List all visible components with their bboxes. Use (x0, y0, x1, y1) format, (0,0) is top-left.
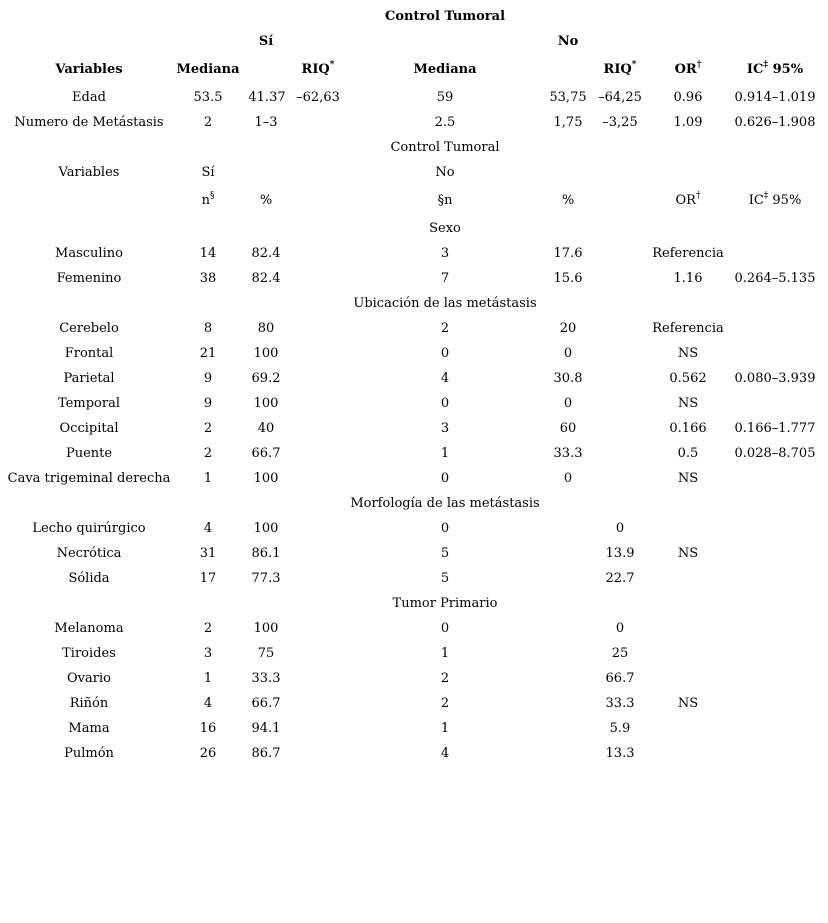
cell-or: 0.166 (669, 421, 707, 436)
cell-label: Sólida (68, 571, 110, 586)
cell-label: Mama (68, 721, 110, 736)
cell-n-no: 3 (440, 421, 450, 436)
row-label: Numero de Metástasis (14, 115, 164, 130)
cell-n-no: 4 (440, 371, 450, 386)
cell-pct-si: 80 (257, 321, 275, 336)
cell-pct-si: 100 (253, 346, 279, 361)
cell-n-no: 0 (440, 346, 450, 361)
cell-label: Femenino (56, 271, 122, 286)
cell-n-si: 14 (199, 246, 217, 261)
cell-ic: 0.028–8.705 (734, 446, 816, 461)
cell-or: NS (677, 546, 699, 561)
cell-n-si: 31 (199, 546, 217, 561)
cell-pct-si: 94.1 (251, 721, 281, 736)
cell-ic: 0.166–1.777 (734, 421, 816, 436)
section-title: Ubicación de las metástasis (353, 296, 537, 311)
cell-n-no: 0 (440, 471, 450, 486)
cell-or: Referencia (652, 246, 724, 261)
cell-n-si: 2 (203, 621, 213, 636)
si-riq-high: –62,63 (296, 90, 340, 105)
cell-pct-no-r: 33.3 (605, 696, 635, 711)
cell-n-si: 4 (203, 696, 213, 711)
cell-or: NS (677, 696, 699, 711)
cell-label: Cava trigeminal derecha (7, 471, 171, 486)
cell-n-si: 1 (203, 671, 213, 686)
cell-label: Cerebelo (59, 321, 119, 336)
si-riq-low: 41.37 (248, 90, 286, 105)
cell-n-no: 0 (440, 621, 450, 636)
cell-pct-si: 86.7 (251, 746, 281, 761)
si-mediana: 2 (203, 115, 213, 130)
cell-pct-no: 0 (563, 396, 573, 411)
cell-n-no: 5 (440, 571, 450, 586)
cell-n-no: 0 (440, 521, 450, 536)
header-mediana-no: Mediana (413, 62, 477, 77)
cell-label: Necrótica (56, 546, 122, 561)
cell-label: Tiroides (62, 646, 116, 661)
cell-pct-no: 60 (559, 421, 577, 436)
or-value: 1.09 (673, 115, 703, 130)
sub-header-pct-si: % (259, 193, 273, 208)
header-ic: IC‡ 95% (746, 60, 804, 77)
cell-or: NS (677, 396, 699, 411)
section-title: Sexo (429, 221, 461, 236)
header-variables: Variables (55, 62, 123, 77)
no-mediana: 59 (436, 90, 454, 105)
cell-pct-no-r: 0 (615, 621, 625, 636)
cell-pct-si: 100 (253, 471, 279, 486)
table-title: Control Tumoral (384, 9, 506, 24)
cell-label: Parietal (63, 371, 115, 386)
cell-pct-no: 0 (563, 471, 573, 486)
cell-pct-si: 100 (253, 521, 279, 536)
cell-n-si: 2 (203, 446, 213, 461)
header-riq-no: RIQ* (603, 60, 637, 77)
si-riq-low: 1–3 (254, 115, 278, 130)
cell-pct-si: 66.7 (251, 446, 281, 461)
no-riq-low: 1,75 (553, 115, 583, 130)
cell-label: Occipital (59, 421, 119, 436)
cell-n-si: 16 (199, 721, 217, 736)
cell-or: Referencia (652, 321, 724, 336)
sub-header-n-no: §n (437, 193, 453, 208)
cell-pct-si: 66.7 (251, 696, 281, 711)
cell-or: NS (677, 346, 699, 361)
cell-label: Pulmón (64, 746, 114, 761)
row-label: Edad (72, 90, 106, 105)
cell-n-no: 2 (440, 321, 450, 336)
cell-n-no: 7 (440, 271, 450, 286)
cell-pct-no: 20 (559, 321, 577, 336)
cell-n-si: 1 (203, 471, 213, 486)
cell-or: NS (677, 471, 699, 486)
sub-header-n: n§ (201, 191, 215, 208)
header-riq-si: RIQ* (301, 60, 335, 77)
cell-label: Ovario (67, 671, 111, 686)
cell-or: 1.16 (673, 271, 703, 286)
sub-header-ic: IC‡ 95% (748, 191, 802, 208)
cell-pct-no-r: 5.9 (609, 721, 631, 736)
no-riq-high: –64,25 (598, 90, 642, 105)
cell-pct-no: 30.8 (553, 371, 583, 386)
no-riq-high: –3,25 (602, 115, 638, 130)
cell-pct-no: 17.6 (553, 246, 583, 261)
subtable-title: Control Tumoral (390, 140, 500, 155)
cell-n-si: 9 (203, 396, 213, 411)
cell-n-no: 1 (440, 646, 450, 661)
cell-n-si: 26 (199, 746, 217, 761)
no-mediana: 2.5 (434, 115, 456, 130)
cell-pct-no: 0 (563, 346, 573, 361)
cell-ic: 0.264–5.135 (734, 271, 816, 286)
cell-pct-si: 82.4 (251, 271, 281, 286)
no-riq-low: 53,75 (549, 90, 587, 105)
cell-n-si: 9 (203, 371, 213, 386)
cell-pct-no-r: 22.7 (605, 571, 635, 586)
cell-n-no: 0 (440, 396, 450, 411)
cell-or: 0.562 (669, 371, 707, 386)
cell-label: Melanoma (54, 621, 124, 636)
cell-pct-si: 33.3 (251, 671, 281, 686)
cell-or: 0.5 (677, 446, 699, 461)
cell-n-si: 38 (199, 271, 217, 286)
cell-pct-no-r: 25 (611, 646, 629, 661)
header-mediana-si: Mediana (176, 62, 240, 77)
cell-label: Frontal (64, 346, 114, 361)
cell-n-si: 8 (203, 321, 213, 336)
cell-pct-si: 100 (253, 396, 279, 411)
cell-pct-no-r: 13.9 (605, 546, 635, 561)
cell-ic: 0.080–3.939 (734, 371, 816, 386)
cell-pct-no: 15.6 (553, 271, 583, 286)
cell-pct-no-r: 13.3 (605, 746, 635, 761)
cell-n-si: 21 (199, 346, 217, 361)
cell-n-si: 3 (203, 646, 213, 661)
cell-n-si: 4 (203, 521, 213, 536)
cell-pct-si: 100 (253, 621, 279, 636)
ic-value: 0.626–1.908 (734, 115, 816, 130)
cell-pct-no-r: 0 (615, 521, 625, 536)
or-value: 0.96 (673, 90, 703, 105)
group-si-label: Sí (258, 34, 274, 49)
cell-pct-no-r: 66.7 (605, 671, 635, 686)
header-or: OR† (674, 60, 702, 77)
sub-header-no: No (435, 165, 455, 180)
cell-pct-no: 33.3 (553, 446, 583, 461)
cell-n-no: 3 (440, 246, 450, 261)
sub-header-pct-no: % (561, 193, 575, 208)
sub-header-or: OR† (675, 191, 701, 208)
cell-label: Masculino (55, 246, 123, 261)
cell-pct-si: 86.1 (251, 546, 281, 561)
section-title: Morfología de las metástasis (350, 496, 540, 511)
cell-pct-si: 69.2 (251, 371, 281, 386)
cell-n-no: 2 (440, 696, 450, 711)
cell-label: Lecho quirúrgico (32, 521, 146, 536)
sub-header-variables: Variables (58, 165, 120, 180)
group-no-label: No (557, 34, 579, 49)
cell-pct-si: 77.3 (251, 571, 281, 586)
si-mediana: 53.5 (193, 90, 223, 105)
cell-label: Temporal (58, 396, 120, 411)
cell-n-no: 5 (440, 546, 450, 561)
cell-pct-si: 75 (257, 646, 275, 661)
section-title: Tumor Primario (392, 596, 498, 611)
cell-n-no: 2 (440, 671, 450, 686)
cell-n-no: 4 (440, 746, 450, 761)
cell-n-no: 1 (440, 721, 450, 736)
cell-pct-si: 40 (257, 421, 275, 436)
cell-label: Riñón (69, 696, 109, 711)
sub-header-si: Sí (201, 165, 215, 180)
cell-n-si: 17 (199, 571, 217, 586)
ic-value: 0.914–1.019 (734, 90, 816, 105)
cell-pct-si: 82.4 (251, 246, 281, 261)
cell-n-no: 1 (440, 446, 450, 461)
cell-label: Puente (65, 446, 113, 461)
cell-n-si: 2 (203, 421, 213, 436)
